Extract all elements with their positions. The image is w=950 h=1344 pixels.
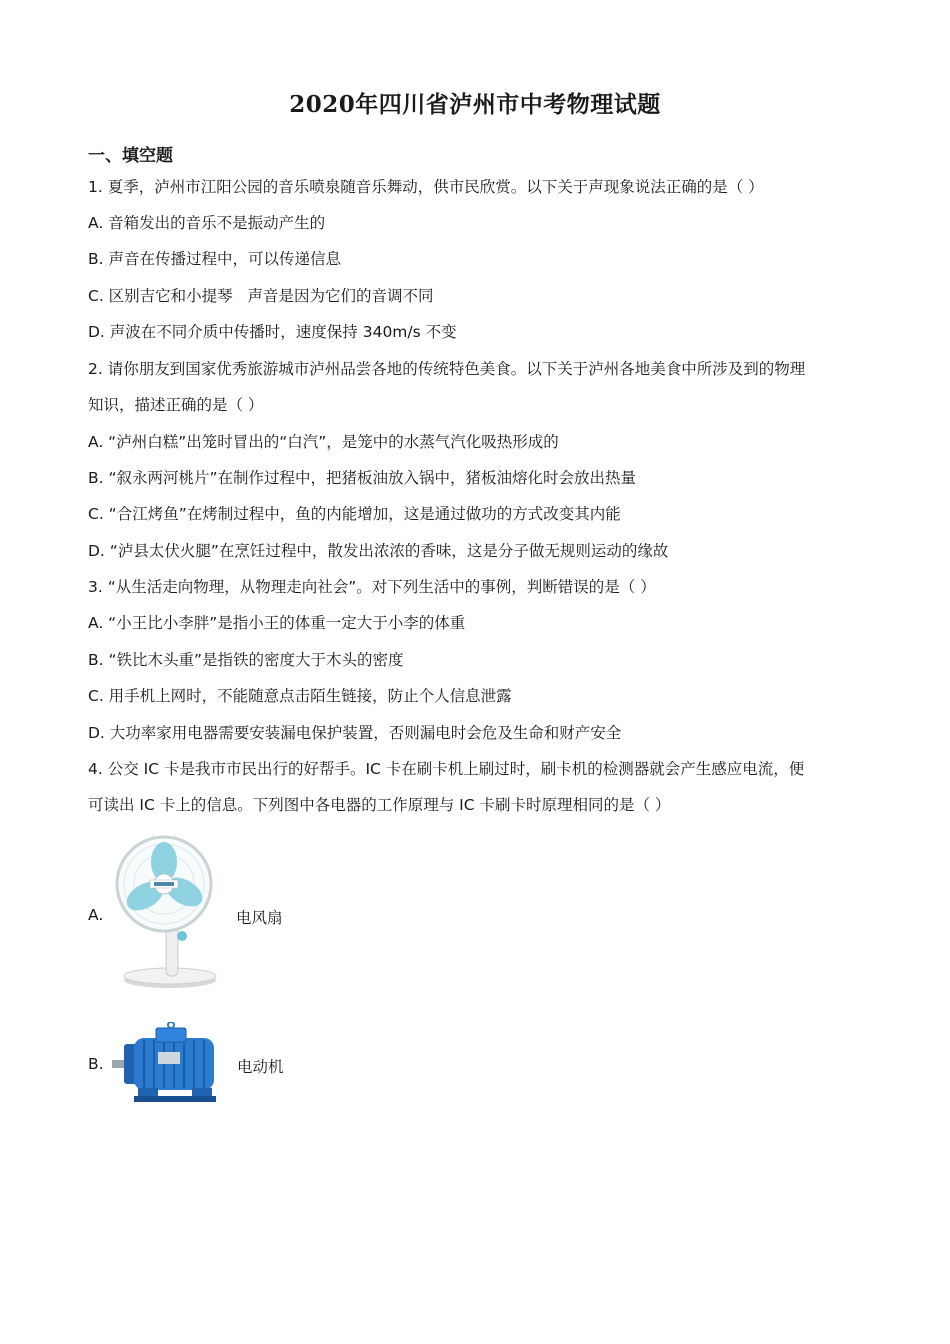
page-title: 2020年四川省泸州市中考物理试题	[289, 91, 661, 118]
question-2-option-b[interactable]: B. “叙永两河桃片”在制作过程中，把猪板油放入锅中，猪板油熔化时会放出热量	[88, 469, 637, 487]
question-3-option-c[interactable]: C. 用手机上网时，不能随意点击陌生链接，防止个人信息泄露	[88, 687, 512, 705]
question-3-option-b[interactable]: B. “铁比木头重”是指铁的密度大于木头的密度	[88, 651, 404, 669]
question-4-option-b-label: 电动机	[237, 1058, 284, 1076]
electric-motor-image[interactable]	[112, 1022, 228, 1106]
section-heading: 一、填空题	[88, 146, 173, 166]
electric-fan-icon	[112, 832, 224, 990]
question-1-option-c[interactable]: C. 区别吉它和小提琴 声音是因为它们的音调不同	[88, 287, 434, 305]
question-3-option-d[interactable]: D. 大功率家用电器需要安装漏电保护装置，否则漏电时会危及生命和财产安全	[88, 724, 622, 742]
question-3-stem: 3. “从生活走向物理，从物理走向社会”。对下列生活中的事例，判断错误的是（ ）	[88, 578, 656, 596]
question-2-option-c[interactable]: C. “合江烤鱼”在烤制过程中，鱼的内能增加，这是通过做功的方式改变其内能	[88, 505, 621, 523]
question-1-option-a[interactable]: A. 音箱发出的音乐不是振动产生的	[88, 214, 326, 232]
question-4-stem-line-2: 可读出 IC 卡上的信息。下列图中各电器的工作原理与 IC 卡刷卡时原理相同的是（ ）	[88, 796, 671, 814]
question-4-option-a-label: 电风扇	[236, 909, 283, 927]
question-2-stem-line-1: 2. 请你朋友到国家优秀旅游城市泸州品尝各地的传统特色美食。以下关于泸州各地美食中所涉及到的物理	[88, 360, 806, 378]
question-4-option-b-letter[interactable]: B.	[88, 1055, 104, 1073]
question-1-option-d[interactable]: D. 声波在不同介质中传播时，速度保持 340m/s 不变	[88, 323, 457, 341]
question-2-option-a[interactable]: A. “泸州白糕”出笼时冒出的“白汽”，是笼中的水蒸气汽化吸热形成的	[88, 433, 559, 451]
question-1-stem: 1. 夏季，泸州市江阳公园的音乐喷泉随音乐舞动，供市民欣赏。以下关于声现象说法正确的是（ ）	[88, 178, 764, 196]
electric-motor-icon	[112, 1022, 228, 1106]
question-3-option-a[interactable]: A. “小王比小李胖”是指小王的体重一定大于小李的体重	[88, 614, 466, 632]
question-4-stem-line-1: 4. 公交 IC 卡是我市市民出行的好帮手。IC 卡在刷卡机上刷过时，刷卡机的检测器就会产生感应电流，便	[88, 760, 805, 778]
electric-fan-image[interactable]	[112, 832, 224, 990]
question-2-stem-line-2: 知识，描述正确的是（ ）	[88, 396, 264, 414]
question-1-option-b[interactable]: B. 声音在传播过程中，可以传递信息	[88, 250, 341, 268]
question-4-option-a-letter[interactable]: A.	[88, 906, 104, 924]
question-2-option-d[interactable]: D. “泸县太伏火腿”在烹饪过程中，散发出浓浓的香味，这是分子做无规则运动的缘故	[88, 542, 669, 560]
